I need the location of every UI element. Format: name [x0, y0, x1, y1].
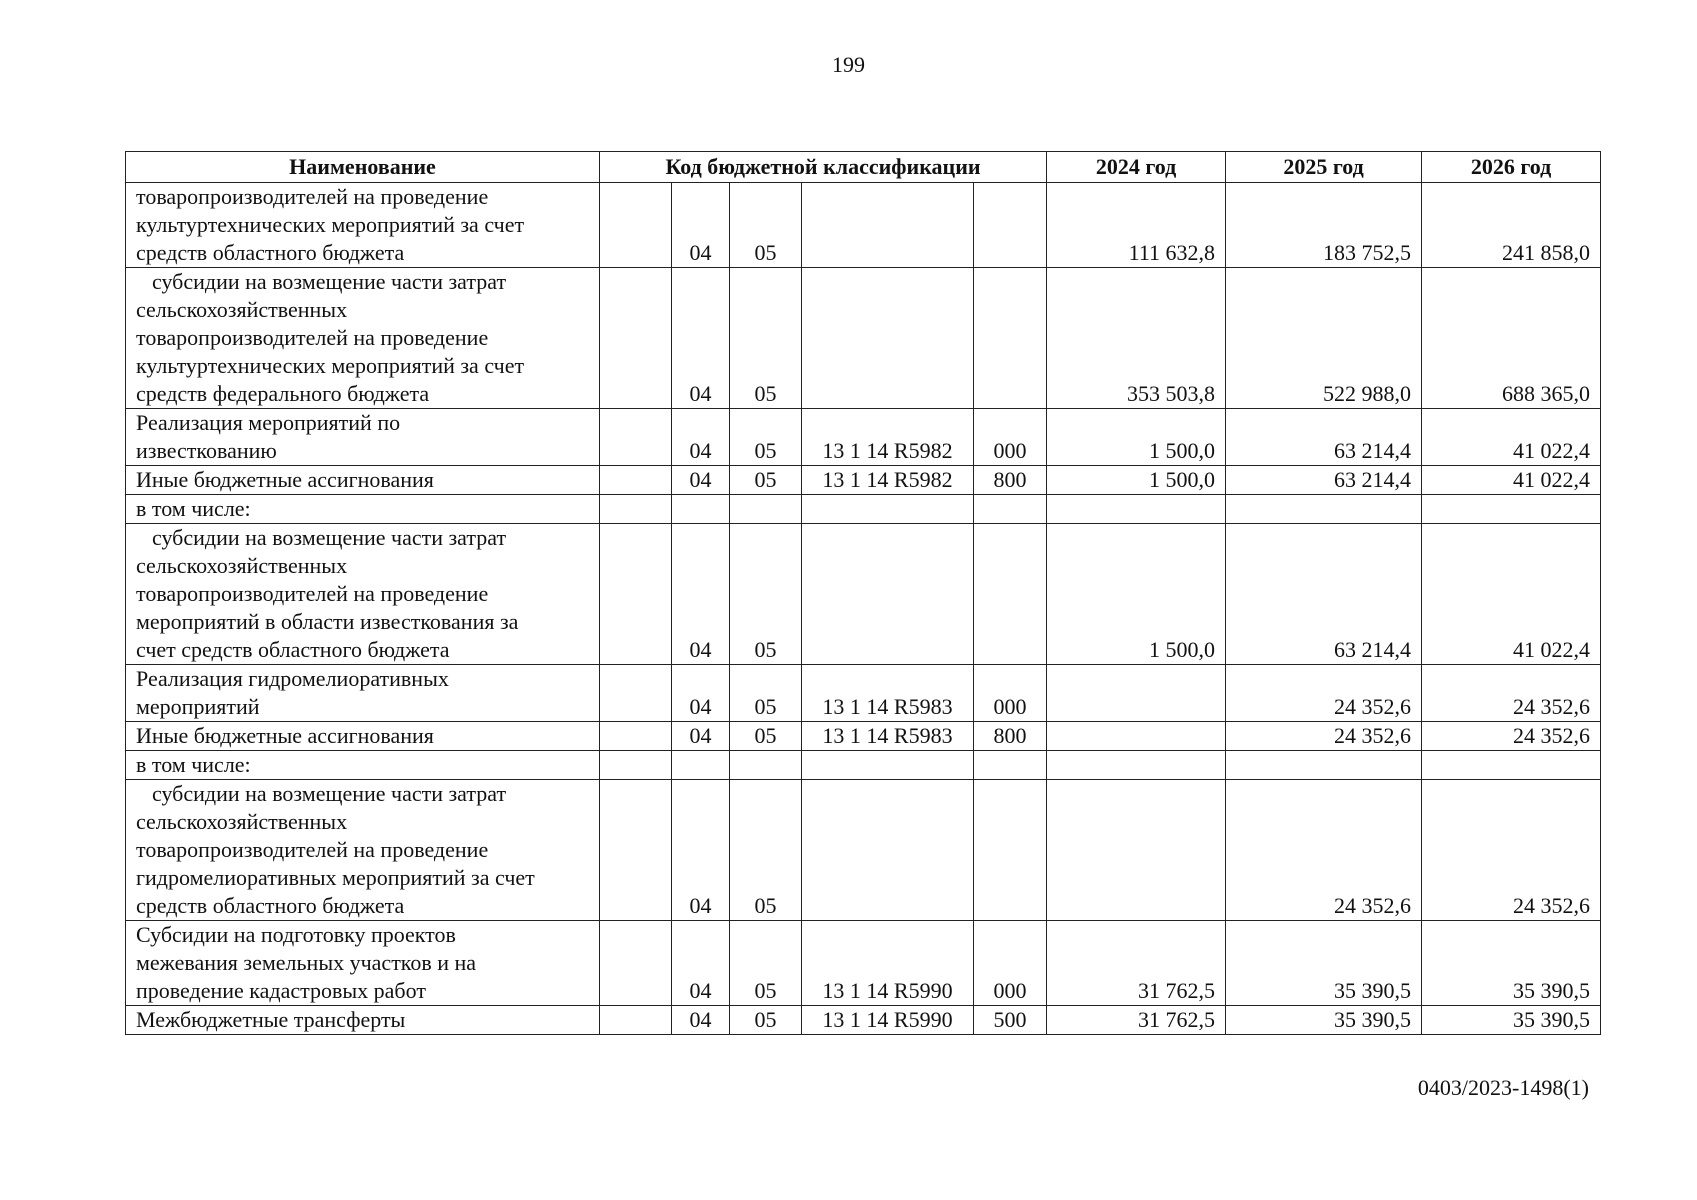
row-name — [126, 751, 600, 780]
row-name-line: счет средств областного бюджета — [136, 637, 450, 662]
code-subsection: 05 — [730, 268, 802, 409]
code-target-article — [802, 183, 974, 268]
table-row — [126, 665, 1601, 722]
header-2026: 2026 год — [1422, 152, 1601, 183]
value-2026: 35 390,5 — [1422, 921, 1601, 1006]
row-name — [126, 495, 600, 524]
value-2024: 1 500,0 — [1047, 409, 1226, 466]
row-name-line: субсидии на возмещение части затрат — [152, 269, 507, 294]
code-expense-type: 800 — [974, 466, 1047, 495]
row-name-line: сельскохозяйственных — [136, 809, 348, 834]
code-expense-type: 000 — [974, 409, 1047, 466]
code-subsection: 05 — [730, 921, 802, 1006]
table-row — [126, 409, 1601, 466]
row-name — [126, 780, 600, 921]
code-section — [672, 495, 730, 524]
header-code: Код бюджетной классификации — [600, 152, 1047, 183]
header-row — [126, 152, 1601, 183]
code-subsection: 05 — [730, 665, 802, 722]
value-2026: 24 352,6 — [1422, 665, 1601, 722]
code-section: 04 — [672, 409, 730, 466]
value-2026: 24 352,6 — [1422, 722, 1601, 751]
value-2025: 183 752,5 — [1226, 183, 1422, 268]
row-name — [126, 268, 600, 409]
value-2024: 353 503,8 — [1047, 268, 1226, 409]
budget-table — [125, 151, 1601, 1035]
value-2026: 24 352,6 — [1422, 780, 1601, 921]
code-col-empty — [600, 751, 672, 780]
code-target-article: 13 1 14 R5982 — [802, 409, 974, 466]
code-expense-type: 000 — [974, 665, 1047, 722]
row-name-line: известкованию — [136, 438, 277, 463]
header-name: Наименование — [126, 152, 600, 183]
value-2025: 63 214,4 — [1226, 466, 1422, 495]
code-col-empty — [600, 780, 672, 921]
row-name-line: средств областного бюджета — [136, 240, 405, 265]
row-name-line: средств областного бюджета — [136, 893, 405, 918]
code-target-article: 13 1 14 R5990 — [802, 1006, 974, 1035]
row-name-line: мероприятий — [136, 694, 260, 719]
row-name-line: сельскохозяйственных — [136, 553, 348, 578]
code-subsection: 05 — [730, 183, 802, 268]
value-2025: 24 352,6 — [1226, 780, 1422, 921]
value-2024: 1 500,0 — [1047, 466, 1226, 495]
value-2024: 1 500,0 — [1047, 524, 1226, 665]
value-2024 — [1047, 780, 1226, 921]
code-col-empty — [600, 921, 672, 1006]
value-2025 — [1226, 751, 1422, 780]
row-name-line: сельскохозяйственных — [136, 297, 348, 322]
code-expense-type — [974, 183, 1047, 268]
value-2024 — [1047, 665, 1226, 722]
code-section: 04 — [672, 1006, 730, 1035]
table-row — [126, 268, 1601, 409]
code-col-empty — [600, 183, 672, 268]
value-2024 — [1047, 722, 1226, 751]
table-row — [126, 183, 1601, 268]
value-2026 — [1422, 751, 1601, 780]
code-expense-type: 500 — [974, 1006, 1047, 1035]
code-subsection: 05 — [730, 409, 802, 466]
value-2025: 35 390,5 — [1226, 1006, 1422, 1035]
code-target-article: 13 1 14 R5983 — [802, 722, 974, 751]
code-col-empty — [600, 495, 672, 524]
code-target-article — [802, 524, 974, 665]
value-2025: 63 214,4 — [1226, 409, 1422, 466]
row-name-line: товаропроизводителей на проведение — [136, 325, 489, 350]
value-2024 — [1047, 495, 1226, 524]
code-target-article: 13 1 14 R5983 — [802, 665, 974, 722]
row-name-line: в том числе: — [136, 496, 251, 521]
code-target-article — [802, 751, 974, 780]
row-name-line: субсидии на возмещение части затрат — [152, 781, 507, 806]
row-name-line: межевания земельных участков и на — [136, 950, 477, 975]
row-name — [126, 1006, 600, 1035]
value-2025: 522 988,0 — [1226, 268, 1422, 409]
value-2026: 35 390,5 — [1422, 1006, 1601, 1035]
row-name-line: Межбюджетные трансферты — [136, 1007, 406, 1032]
code-section: 04 — [672, 780, 730, 921]
row-name — [126, 524, 600, 665]
table-row — [126, 780, 1601, 921]
code-col-empty — [600, 409, 672, 466]
table-row — [126, 466, 1601, 495]
table-row — [126, 524, 1601, 665]
value-2026: 41 022,4 — [1422, 466, 1601, 495]
code-subsection — [730, 495, 802, 524]
code-expense-type: 800 — [974, 722, 1047, 751]
row-name-line: товаропроизводителей на проведение — [136, 837, 489, 862]
table-body — [126, 183, 1601, 1035]
row-name-line: проведение кадастровых работ — [136, 978, 426, 1003]
value-2025: 24 352,6 — [1226, 722, 1422, 751]
code-col-empty — [600, 665, 672, 722]
row-name — [126, 722, 600, 751]
value-2026 — [1422, 495, 1601, 524]
code-expense-type — [974, 751, 1047, 780]
page-number: 199 — [832, 52, 865, 77]
code-subsection: 05 — [730, 780, 802, 921]
code-section: 04 — [672, 665, 730, 722]
code-expense-type — [974, 495, 1047, 524]
code-expense-type — [974, 524, 1047, 665]
code-subsection: 05 — [730, 524, 802, 665]
value-2024: 111 632,8 — [1047, 183, 1226, 268]
value-2024: 31 762,5 — [1047, 1006, 1226, 1035]
code-section: 04 — [672, 722, 730, 751]
value-2026: 241 858,0 — [1422, 183, 1601, 268]
code-section: 04 — [672, 183, 730, 268]
row-name-line: товаропроизводителей на проведение — [136, 184, 489, 209]
row-name-line: средств федерального бюджета — [136, 381, 430, 406]
row-name-line: субсидии на возмещение части затрат — [152, 525, 507, 550]
code-col-empty — [600, 268, 672, 409]
code-subsection — [730, 751, 802, 780]
code-section: 04 — [672, 466, 730, 495]
code-subsection: 05 — [730, 722, 802, 751]
row-name — [126, 466, 600, 495]
code-col-empty — [600, 722, 672, 751]
code-target-article: 13 1 14 R5990 — [802, 921, 974, 1006]
row-name-line: Реализация мероприятий по — [136, 410, 401, 435]
row-name-line: культуртехнических мероприятий за счет — [136, 212, 525, 237]
code-subsection: 05 — [730, 1006, 802, 1035]
value-2024: 31 762,5 — [1047, 921, 1226, 1006]
row-name-line: мероприятий в области известкования за — [136, 609, 519, 634]
row-name-line: Иные бюджетные ассигнования — [136, 467, 434, 492]
value-2026: 41 022,4 — [1422, 409, 1601, 466]
value-2025 — [1226, 495, 1422, 524]
document-code: 0403/2023-1498(1) — [1417, 1075, 1589, 1100]
code-col-empty — [600, 466, 672, 495]
code-section — [672, 751, 730, 780]
header-2025: 2025 год — [1226, 152, 1422, 183]
code-col-empty — [600, 1006, 672, 1035]
row-name-line: Субсидии на подготовку проектов — [136, 922, 456, 947]
row-name-line: Реализация гидромелиоративных — [136, 666, 449, 691]
code-section: 04 — [672, 268, 730, 409]
table-row — [126, 1006, 1601, 1035]
row-name-line: товаропроизводителей на проведение — [136, 581, 489, 606]
table-row — [126, 495, 1601, 524]
row-name — [126, 409, 600, 466]
code-target-article — [802, 268, 974, 409]
code-target-article — [802, 495, 974, 524]
row-name — [126, 665, 600, 722]
row-name — [126, 183, 600, 268]
value-2026: 688 365,0 — [1422, 268, 1601, 409]
code-section: 04 — [672, 921, 730, 1006]
code-target-article: 13 1 14 R5982 — [802, 466, 974, 495]
code-subsection: 05 — [730, 466, 802, 495]
row-name — [126, 921, 600, 1006]
row-name-line: Иные бюджетные ассигнования — [136, 723, 434, 748]
row-name-line: гидромелиоративных мероприятий за счет — [136, 865, 535, 890]
code-col-empty — [600, 524, 672, 665]
code-expense-type — [974, 780, 1047, 921]
value-2025: 35 390,5 — [1226, 921, 1422, 1006]
value-2026: 41 022,4 — [1422, 524, 1601, 665]
row-name-line: культуртехнических мероприятий за счет — [136, 353, 525, 378]
table-row — [126, 751, 1601, 780]
row-name-line: в том числе: — [136, 752, 251, 777]
value-2025: 24 352,6 — [1226, 665, 1422, 722]
code-section: 04 — [672, 524, 730, 665]
code-target-article — [802, 780, 974, 921]
value-2025: 63 214,4 — [1226, 524, 1422, 665]
header-2024: 2024 год — [1047, 152, 1226, 183]
code-expense-type — [974, 268, 1047, 409]
code-expense-type: 000 — [974, 921, 1047, 1006]
table-row — [126, 921, 1601, 1006]
table-row — [126, 722, 1601, 751]
value-2024 — [1047, 751, 1226, 780]
